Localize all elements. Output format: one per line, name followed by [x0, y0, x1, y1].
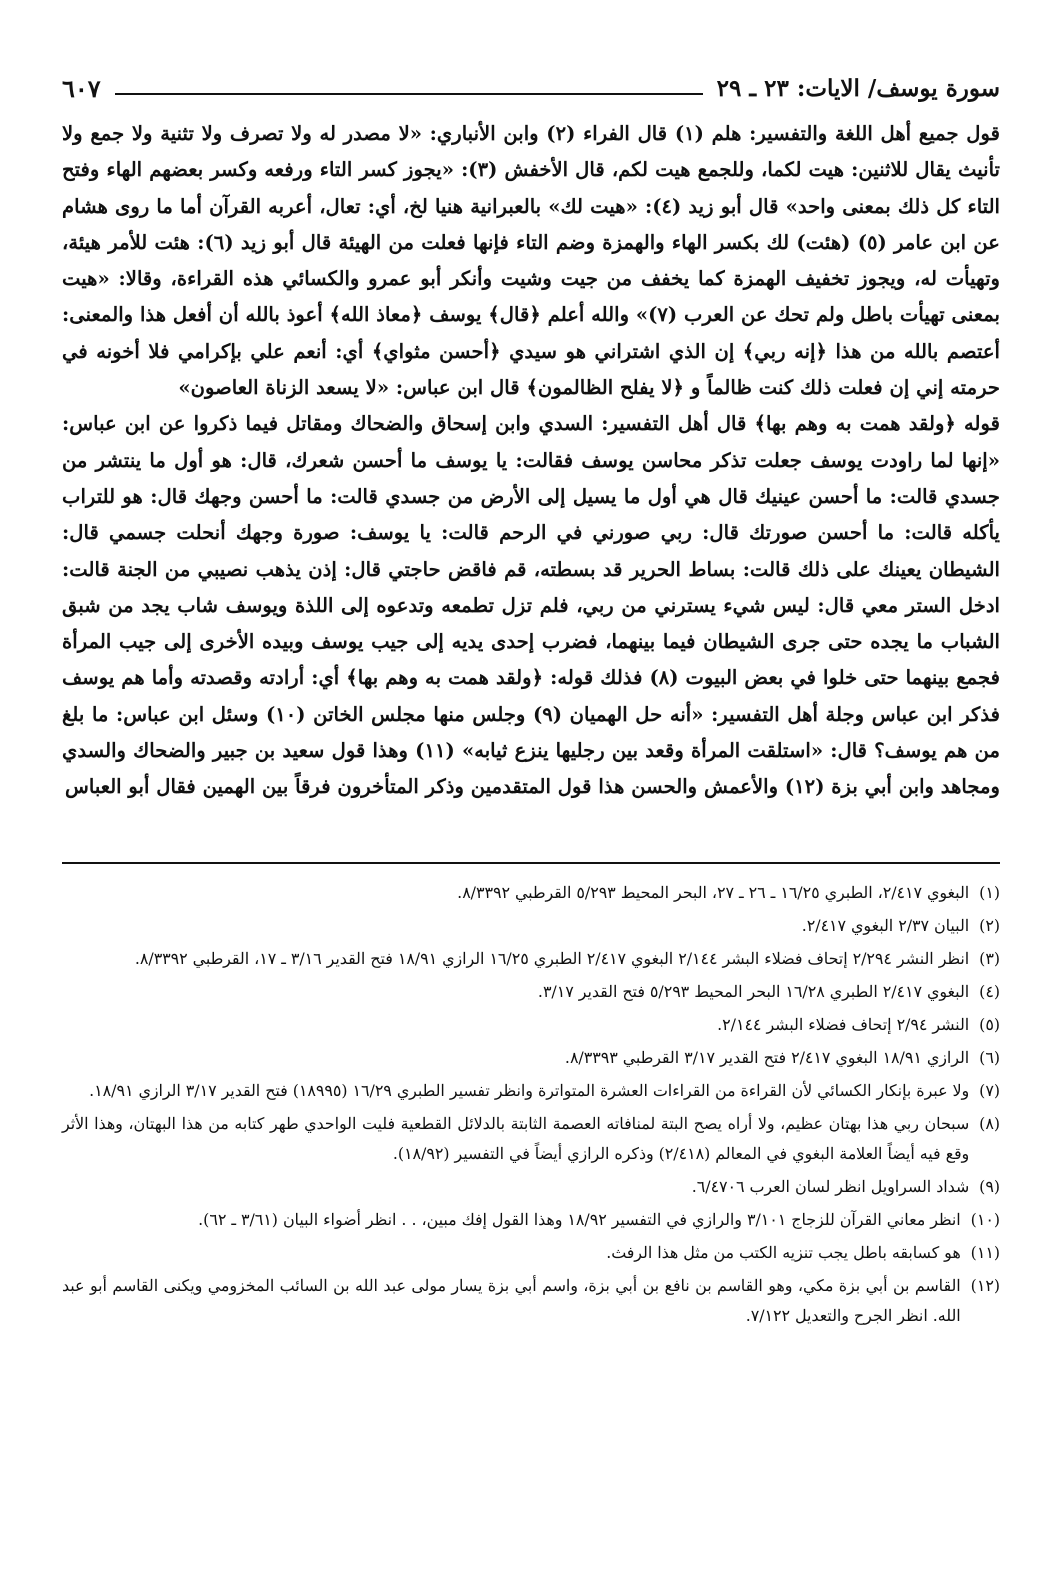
footnote-number: (٣) [979, 949, 1000, 968]
footnote-number: (١٠) [970, 1210, 1000, 1229]
footnote-5 [62, 1010, 1000, 1040]
footnote-2 [62, 911, 1000, 941]
footnote-11 [62, 1238, 1000, 1268]
footnote-text: سبحان ربي هذا بهتان عظيم، ولا أراه يصح البتة لمنافاته العصمة الثابتة بالدلائل القطعية فليت الواحدي طهر كتابه من هذا البهتان، وهذا الأثر وقع فيه أيضاً العلامة البغوي في المعالم (٢/٤١٨) وذكره الرازي أيضاً في التفسير (١٨/٩٢). [62, 1114, 970, 1163]
footnote-number: (٢) [979, 916, 1000, 935]
main-text [62, 116, 1000, 840]
footnote-text: شداد السراويل انظر لسان العرب ٦/٤٧٠٦. [691, 1177, 970, 1196]
footnote-text: القاسم بن أبي بزة مكي، وهو القاسم بن نافع بن أبي بزة، واسم أبي بزة يسار مولى عبد الله بن السائب المخزومي ويكنى القاسم أبو عبد الله. انظر الجرح والتعديل ٧/١٢٢. [62, 1276, 961, 1325]
header-rule [115, 81, 703, 95]
footnote-10 [62, 1205, 1000, 1235]
footnote-7 [62, 1076, 1000, 1106]
footnote-6 [62, 1043, 1000, 1073]
footnote-text: البغوي ٢/٤١٧، الطبري ١٦/٢٥ ـ ٢٦ ـ ٢٧، البحر المحيط ٥/٢٩٣ القرطبي ٨/٣٣٩٢. [457, 883, 970, 902]
surah-title: سورة يوسف/ الايات: ٢٣ ـ ٢٩ [716, 74, 1000, 102]
footnote-text: البيان ٢/٣٧ البغوي ٢/٤١٧. [801, 916, 970, 935]
footnotes [62, 878, 1000, 1331]
footnote-text: انظر النشر ٢/٢٩٤ إتحاف فضلاء البشر ٢/١٤٤ البغوي ٢/٤١٧ الطبري ١٦/٢٥ الرازي ١٨/٩١ فتح القدير ٣/١٦ ـ ١٧، القرطبي ٨/٣٣٩٢. [134, 949, 970, 968]
footnote-number: (١٢) [970, 1276, 1000, 1295]
body-paragraph-1: قول جميع أهل اللغة والتفسير: هلم (١) قال الفراء (٢) وابن الأنباري: «لا مصدر له ولا تصرف ولا تثنية ولا جمع ولا تأنيث يقال للاثنين: هيت لكما، وللجمع هيت لكم، قال الأخفش (٣): «يجوز كسر التاء ورفعه وكسر بعضهم الهاء وفتح التاء كل ذلك بمعنى واحد» قال أبو زيد (٤): «هيت لك» بالعبرانية هنيا لخ، أي: تعال، أعربه القرآن أما ما روى هشام عن ابن عامر (٥) (هئت) لك بكسر الهاء والهمزة وضم التاء فإنها فعلت من الهيئة قال أبو زيد (٦): هئت للأمر هيئة، وتهيأت له، ويجوز تخفيف الهمزة كما يخفف من جيت وشيت وأنكر أبو عمرو والكسائي هذه القراءة، وقالا: «هيت بمعنى تهيأت باطل ولم تحك عن العرب (٧)» والله أعلم ﴿قال﴾ يوسف ﴿معاذ الله﴾ أعوذ بالله أن أفعل هذا والمعنى: أعتصم بالله من هذا ﴿إنه ربي﴾ إن الذي اشتراني هو سيدي ﴿أحسن مثواي﴾ أي: أنعم علي بإكرامي فلا أخونه في حرمته إني إن فعلت ذلك كنت ظالماً و ﴿لا يفلح الظالمون﴾ قال ابن عباس: «لا يسعد الزناة العاصون» [62, 122, 1000, 400]
footnote-9 [62, 1172, 1000, 1202]
footnote-number: (٩) [979, 1177, 1000, 1196]
footnote-text: ولا عبرة بإنكار الكسائي لأن القراءة من القراءات العشرة المتواترة وانظر تفسير الطبري ١٦/٢٩ (١٨٩٩٥) فتح القدير ٣/١٧ الرازي ١٨/٩١. [89, 1081, 970, 1100]
footnote-4 [62, 977, 1000, 1007]
footnote-12 [62, 1271, 1000, 1331]
footnote-text: هو كسابقه باطل يجب تنزيه الكتب من مثل هذا الرفث. [606, 1243, 961, 1262]
footnote-number: (٥) [979, 1015, 1000, 1034]
footnote-number: (٨) [979, 1114, 1000, 1133]
running-header [62, 70, 1000, 106]
body-paragraph-2: قوله ﴿ولقد همت به وهم بها﴾ قال أهل التفسير: السدي وابن إسحاق والضحاك ومقاتل فيما ذكروا عن ابن عباس: «إنها لما راودت يوسف جعلت تذكر محاسن يوسف فقالت: يا يوسف ما أحسن شعرك، قال: هو أول ما ينتشر من جسدي قالت: ما أحسن عينيك قال هي أول ما يسيل إلى الأرض من جسدي قالت: ما أحسن وجهك قال: هو للتراب يأكله قالت: ما أحسن صورتك قال: ربي صورني في الرحم قالت: يا يوسف: صورة وجهك أنحلت جسمي قال: الشيطان يعينك على ذلك قالت: بساط الحرير قد بسطته، قم فاقض حاجتي قال: إذن يذهب نصيبي من الجنة قالت: ادخل الستر معي قال: ليس شيء يسترني من ربي، فلم تزل تطمعه وتدعوه إلى اللذة ويوسف شاب يجد من شبق الشباب ما يجده حتى جرى الشيطان فيما بينهما، فضرب إحدى يديه إلى جيب يوسف وبيده الأخرى إلى جيب المرأة فجمع بينهما حتى خلوا في بعض البيوت (٨) فذلك قوله: ﴿ولقد همت به وهم بها﴾ أي: أرادته وقصدته وأما هم يوسف فذكر ابن عباس وجلة أهل التفسير: «أنه حل الهميان (٩) وجلس منها مجلس الخاتن (١٠) وسئل ابن عباس: ما بلغ من هم يوسف؟ قال: «استلقت المرأة وقعد بين رجليها ينزع ثيابه» (١١) وهذا قول سعيد بن جبير والضحاك والسدي ومجاهد وابن أبي بزة (١٢) والأعمش والحسن هذا قول المتقدمين وذكر المتأخرون فرقاً بين الهمين فقال أبو العباس [62, 412, 1000, 799]
footnote-number: (٤) [979, 982, 1000, 1001]
footnote-separator [62, 862, 1000, 864]
footnote-text: البغوي ٢/٤١٧ الطبري ١٦/٢٨ البحر المحيط ٥/٢٩٣ فتح القدير ٣/١٧. [537, 982, 970, 1001]
footnote-1 [62, 878, 1000, 908]
page-number: ٦٠٧ [62, 73, 101, 103]
footnote-text: انظر معاني القرآن للزجاج ٣/١٠١ والرازي في التفسير ١٨/٩٢ وهذا القول إفك مبين، . . انظر أضواء البيان (٣/٦١ ـ ٦٢). [198, 1210, 961, 1229]
footnote-number: (١١) [970, 1243, 1000, 1262]
footnote-number: (٧) [979, 1081, 1000, 1100]
footnote-text: النشر ٢/٩٤ إتحاف فضلاء البشر ٢/١٤٤. [717, 1015, 970, 1034]
footnote-text: الرازي ١٨/٩١ البغوي ٢/٤١٧ فتح القدير ٣/١٧ القرطبي ٨/٣٣٩٣. [564, 1048, 970, 1067]
footnote-3 [62, 944, 1000, 974]
footnote-number: (٦) [979, 1048, 1000, 1067]
footnote-number: (١) [979, 883, 1000, 902]
footnote-8 [62, 1109, 1000, 1169]
